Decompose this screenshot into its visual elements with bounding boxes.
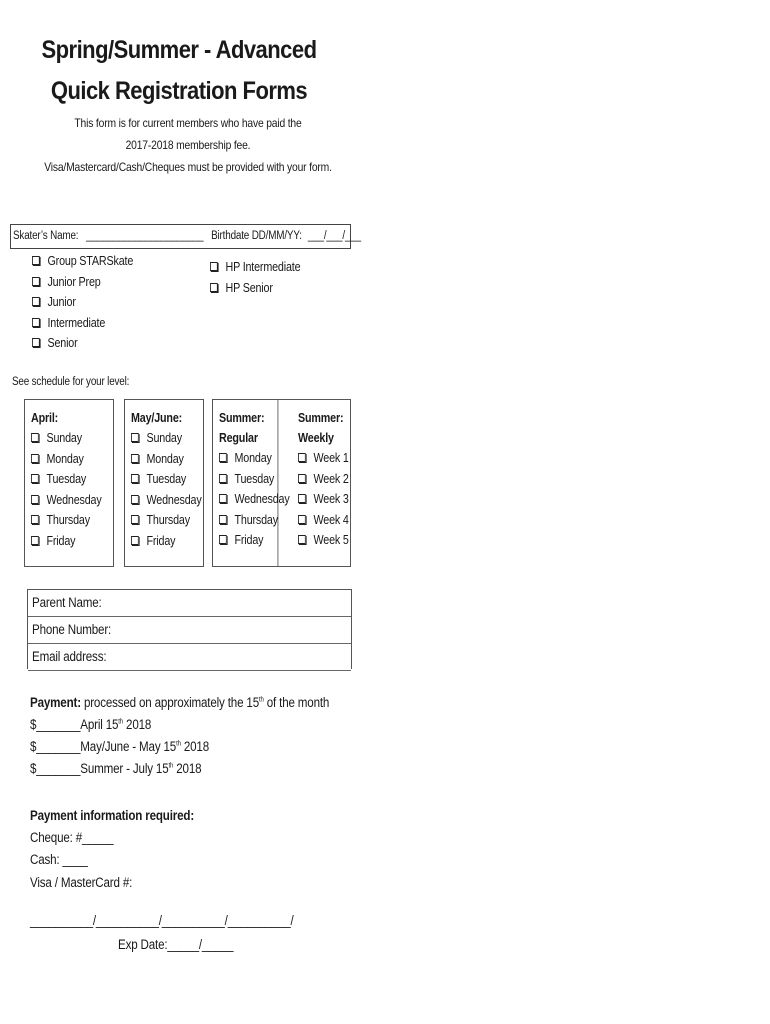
parent-name-field[interactable] (28, 590, 351, 617)
skater-name-label: Skater’s Name: (13, 230, 79, 242)
payment-note: Payment: processed on approximately the 15th of the month (30, 695, 330, 710)
summer-box (212, 399, 351, 567)
birthdate-blank[interactable]: ___/___/___ (307, 230, 361, 242)
day-option[interactable]: Thursday (219, 510, 277, 531)
checkbox-icon[interactable] (298, 474, 306, 483)
checkbox-icon[interactable] (31, 536, 39, 545)
checkbox-icon[interactable] (31, 515, 39, 524)
checkbox-icon[interactable] (219, 494, 227, 503)
checkbox-icon[interactable] (131, 536, 139, 545)
week-option[interactable]: Week 2 (298, 469, 344, 490)
level-option[interactable]: Intermediate (32, 313, 133, 334)
day-option[interactable]: Friday (219, 530, 277, 551)
level-option[interactable]: Junior (32, 292, 133, 313)
checkbox-icon[interactable] (298, 515, 306, 524)
day-option[interactable]: Friday (131, 531, 202, 552)
day-option[interactable]: Tuesday (31, 469, 102, 490)
checkbox-icon[interactable] (298, 535, 306, 544)
day-option[interactable]: Sunday (31, 428, 102, 449)
checkbox-icon[interactable] (131, 495, 139, 504)
checkbox-icon[interactable] (210, 262, 218, 271)
summer-weekly-column (292, 400, 349, 566)
checkbox-icon[interactable] (131, 454, 139, 463)
payment-info-heading: Payment information required: (30, 808, 195, 823)
april-box (24, 399, 114, 567)
payment-heading: Payment: (30, 695, 81, 710)
checkbox-icon[interactable] (32, 318, 40, 327)
contact-table (27, 589, 352, 669)
day-option[interactable]: Wednesday (219, 489, 277, 510)
summer-weekly-title-2: Weekly (298, 431, 334, 445)
expiry-date-field[interactable]: Exp Date:_____/_____ (118, 937, 234, 952)
checkbox-icon[interactable] (32, 256, 40, 265)
level-option[interactable]: Junior Prep (32, 272, 133, 293)
skater-name-blank[interactable]: ______________________ (86, 230, 204, 242)
april-title: April: (31, 411, 59, 425)
checkbox-icon[interactable] (210, 283, 218, 292)
day-option[interactable]: Monday (219, 448, 277, 469)
cash-field[interactable]: Cash: ____ (30, 852, 88, 867)
checkbox-icon[interactable] (31, 454, 39, 463)
checkbox-icon[interactable] (131, 474, 139, 483)
checkbox-icon[interactable] (219, 535, 227, 544)
checkbox-icon[interactable] (32, 297, 40, 306)
week-option[interactable]: Week 3 (298, 489, 344, 510)
intro-line1: This form is for current members who have paid the (74, 116, 302, 130)
payment-line-may-june[interactable]: $_______May/June - May 15th 2018 (30, 739, 209, 754)
phone-number-field[interactable] (28, 617, 351, 644)
levels-right (210, 257, 300, 298)
phone-number-label: Phone Number: (32, 622, 112, 637)
may-june-title: May/June: (131, 411, 183, 425)
card-label: Visa / MasterCard #: (30, 875, 133, 890)
day-option[interactable]: Thursday (131, 510, 202, 531)
summer-regular-title-2: Regular (219, 431, 258, 445)
cheque-field[interactable]: Cheque: #_____ (30, 830, 114, 845)
checkbox-icon[interactable] (131, 515, 139, 524)
card-number-field[interactable]: __________/__________/__________/__________/ (30, 913, 294, 928)
summer-regular-column (213, 400, 290, 566)
day-option[interactable]: Sunday (131, 428, 202, 449)
day-option[interactable]: Monday (31, 449, 102, 470)
checkbox-icon[interactable] (31, 495, 39, 504)
level-option[interactable]: HP Intermediate (210, 257, 300, 278)
day-option[interactable]: Tuesday (219, 469, 277, 490)
level-option[interactable]: Group STARSkate (32, 251, 133, 272)
checkbox-icon[interactable] (32, 277, 40, 286)
intro-line3: Visa/Mastercard/Cash/Cheques must be provided with your form. (44, 160, 332, 174)
checkbox-icon[interactable] (131, 433, 139, 442)
level-option[interactable]: HP Senior (210, 278, 300, 299)
schedule-intro: See schedule for your level: (12, 376, 130, 388)
day-option[interactable]: Wednesday (31, 490, 102, 511)
checkbox-icon[interactable] (219, 453, 227, 462)
week-option[interactable]: Week 1 (298, 448, 344, 469)
day-option[interactable]: Thursday (31, 510, 102, 531)
skater-name-row[interactable] (10, 224, 361, 249)
level-option[interactable]: Senior (32, 333, 133, 354)
birthdate-label: Birthdate DD/MM/YY: (211, 230, 302, 242)
payment-line-april[interactable]: $_______April 15th 2018 (30, 717, 152, 732)
week-option[interactable]: Week 4 (298, 510, 344, 531)
week-option[interactable]: Week 5 (298, 530, 344, 551)
checkbox-icon[interactable] (298, 494, 306, 503)
form-title-line1: Spring/Summer - Advanced (41, 36, 317, 64)
levels-left (32, 251, 133, 354)
may-june-box (124, 399, 204, 567)
day-option[interactable]: Monday (131, 449, 202, 470)
checkbox-icon[interactable] (31, 433, 39, 442)
day-option[interactable]: Tuesday (131, 469, 202, 490)
parent-name-label: Parent Name: (32, 595, 102, 610)
email-address-label: Email address: (32, 649, 107, 664)
summer-weekly-title-1: Summer: (298, 411, 344, 425)
day-option[interactable]: Wednesday (131, 490, 202, 511)
email-address-field[interactable] (28, 644, 351, 671)
checkbox-icon[interactable] (31, 474, 39, 483)
form-title-line2: Quick Registration Forms (50, 77, 308, 105)
checkbox-icon[interactable] (219, 515, 227, 524)
day-option[interactable]: Friday (31, 531, 102, 552)
checkbox-icon[interactable] (298, 453, 306, 462)
checkbox-icon[interactable] (32, 338, 40, 347)
intro-line2: 2017-2018 membership fee. (125, 138, 251, 152)
payment-line-summer[interactable]: $_______Summer - July 15th 2018 (30, 761, 202, 776)
checkbox-icon[interactable] (219, 474, 227, 483)
summer-regular-title-1: Summer: (219, 411, 265, 425)
